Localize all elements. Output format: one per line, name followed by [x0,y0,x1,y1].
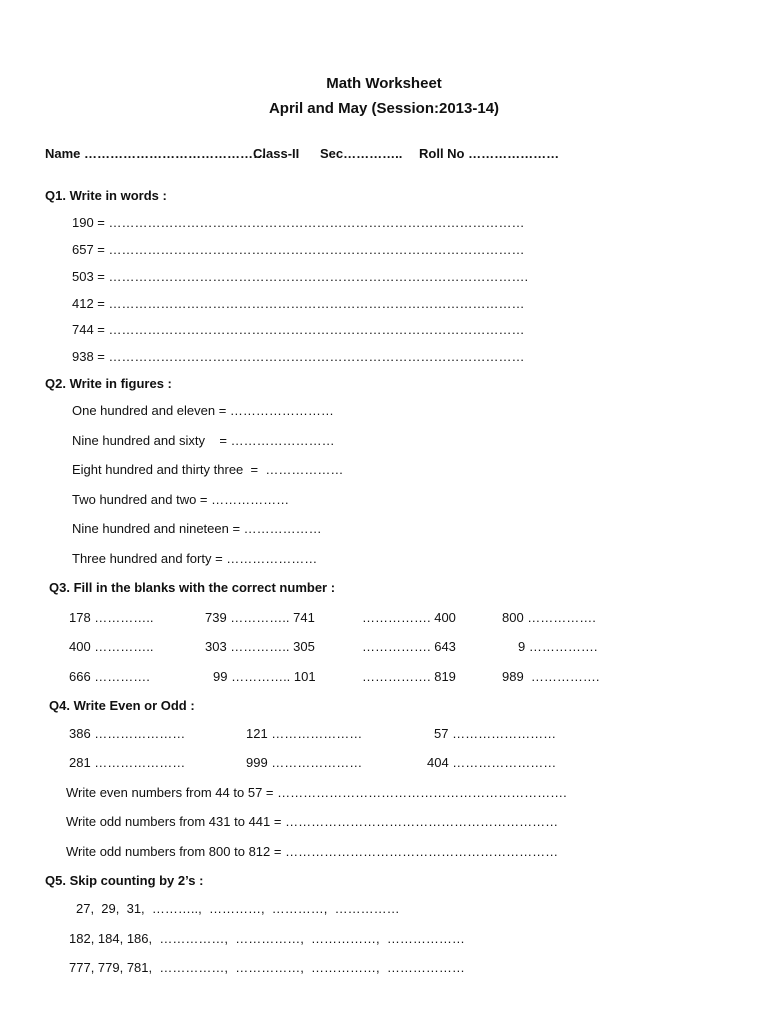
q3-cell: 99 ………….. 101 [213,669,316,684]
q3-cell: ……………. 819 [362,669,456,684]
q1-item: 744 = …………………………………………………………………………………… [72,322,525,337]
q3-cell: 666 …………. [69,669,150,684]
q4-cell: 999 ………………… [246,755,363,770]
q2-item: Eight hundred and thirty three = ……………… [72,462,344,477]
q1-item: 503 = ……………………………………………………………………………………. [72,269,529,284]
q4-cell: 57 …………………… [434,726,557,741]
q3-cell: 800 ……………. [502,610,596,625]
q3-cell: 9 ……………. [518,639,598,654]
q3-cell: 989 ……………. [502,669,600,684]
q5-sequence: 27, 29, 31, ……….., …………, …………, …………… [76,901,400,916]
q1-heading: Q1. Write in words : [45,188,167,203]
q1-item: 190 = …………………………………………………………………………………… [72,215,525,230]
q2-item: Nine hundred and nineteen = ……………… [72,521,322,536]
q2-item: Nine hundred and sixty = …………………… [72,433,335,448]
roll-number-field: Roll No ………………… [419,146,560,161]
q1-item: 412 = …………………………………………………………………………………… [72,296,525,311]
q1-item: 938 = …………………………………………………………………………………… [72,349,525,364]
q5-sequence: 182, 184, 186, ……………, ……………, ……………, ……………… [69,931,465,946]
q2-heading: Q2. Write in figures : [45,376,172,391]
q2-item: Three hundred and forty = ………………… [72,551,318,566]
q2-item: Two hundred and two = ……………… [72,492,290,507]
section-field: Sec………….. [320,146,403,161]
q4-cell: 386 ………………… [69,726,186,741]
q3-heading: Q3. Fill in the blanks with the correct number : [49,580,336,595]
q3-cell: 400 ………….. [69,639,154,654]
q4-heading: Q4. Write Even or Odd : [49,698,195,713]
q3-cell: 303 ………….. 305 [205,639,315,654]
q3-cell: ……………. 400 [362,610,456,625]
q4-range-item: Write odd numbers from 431 to 441 = ……………………………………………………… [66,814,559,829]
q1-item: 657 = …………………………………………………………………………………… [72,242,525,257]
q2-item: One hundred and eleven = …………………… [72,403,334,418]
q4-cell: 281 ………………… [69,755,186,770]
worksheet-subtitle: April and May (Session:2013-14) [268,100,500,117]
class-label: Class-II [253,146,300,161]
q4-cell: 121 ………………… [246,726,363,741]
q5-sequence: 777, 779, 781, ……………, ……………, ……………, ……………… [69,960,465,975]
q4-range-item: Write odd numbers from 800 to 812 = ……………………………………………………… [66,844,559,859]
q3-cell: 739 ………….. 741 [205,610,315,625]
name-field: Name …………………………………… [45,146,267,161]
q3-cell: 178 ………….. [69,610,154,625]
q4-cell: 404 …………………… [427,755,557,770]
q3-cell: ……………. 643 [362,639,456,654]
worksheet-title: Math Worksheet [326,75,442,92]
q5-heading: Q5. Skip counting by 2’s : [45,873,204,888]
q4-range-item: Write even numbers from 44 to 57 = …………………………………………………………. [66,785,567,800]
